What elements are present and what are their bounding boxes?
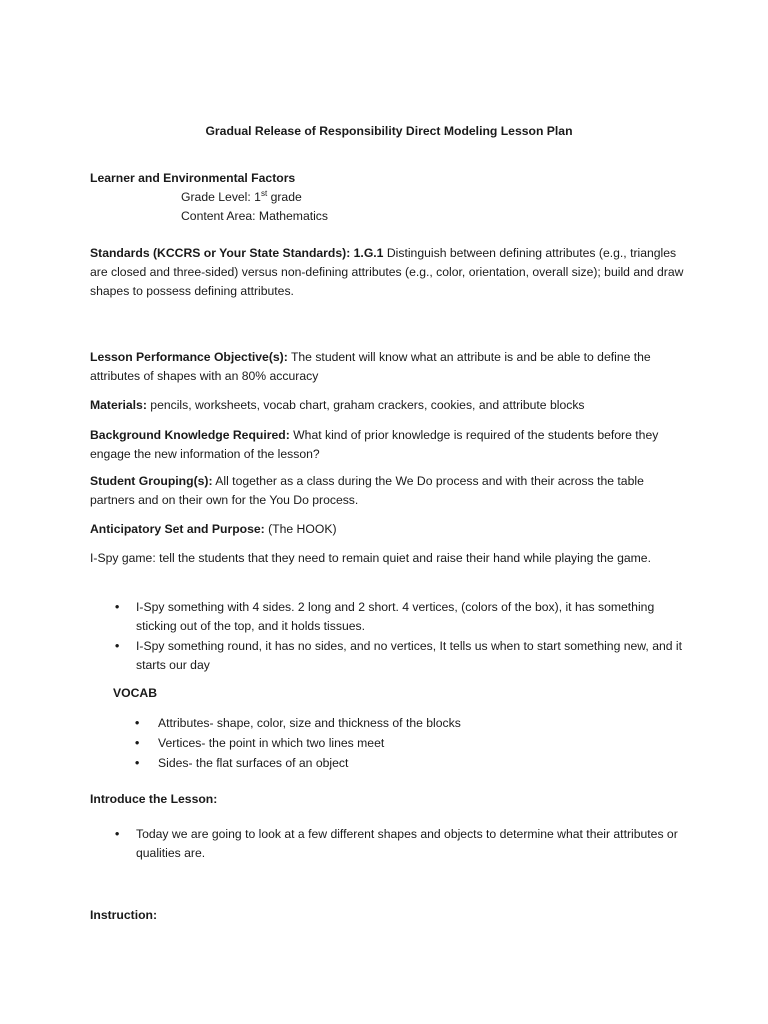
list-item-text: I-Spy something with 4 sides. 2 long and 2 short. 4 vertices, (colors of the box), it has something sticking out of the top, and it holds tissues. <box>136 600 655 633</box>
content-area-line: Content Area: Mathematics <box>181 209 328 223</box>
list-item-text: Sides- the flat surfaces of an object <box>158 756 349 770</box>
anticipatory-text: (The HOOK) <box>268 522 337 536</box>
bullet-glyph: • <box>115 600 120 614</box>
list-item <box>90 753 688 773</box>
document-page <box>90 0 688 1024</box>
bullet-glyph: • <box>115 827 120 841</box>
list-item-text: I-Spy something round, it has no sides, and no vertices, It tells us when to start something new, and it starts our day <box>136 639 683 672</box>
ispy-intro: I-Spy game: tell the students that they need to remain quiet and raise their hand while playing the game. <box>90 551 651 565</box>
objective-text: The student will know what an attribute is and be able to define the attributes of shapes with an 80% accuracy <box>90 350 651 383</box>
grouping-section <box>90 472 688 510</box>
anticipatory-label: Anticipatory Set and Purpose: <box>90 522 265 536</box>
grade-suffix: st <box>260 188 268 198</box>
vocab-heading: VOCAB <box>113 686 158 700</box>
instruction-heading: Instruction: <box>90 908 158 922</box>
introduce-bullets <box>90 825 688 863</box>
vocab-list <box>90 713 688 773</box>
document-title: Gradual Release of Responsibility Direct Modeling Lesson Plan <box>205 124 573 138</box>
objective-label: Lesson Performance Objective(s): <box>90 350 288 364</box>
background-text: What kind of prior knowledge is required of the students before they engage the new information of the lesson? <box>90 428 659 461</box>
materials-text: pencils, worksheets, vocab chart, graham crackers, cookies, and attribute blocks <box>150 398 585 412</box>
standards-text: Distinguish between defining attributes (e.g., triangles are closed and three-sided) versus non-defining attributes (e.g., color, orientation, overall size); build and draw shapes to possess defining attributes. <box>90 246 684 298</box>
background-section <box>90 426 688 464</box>
introduce-heading: Introduce the Lesson: <box>90 792 218 806</box>
learner-heading: Learner and Environmental Factors <box>90 171 296 185</box>
grade-label: Grade Level: <box>181 190 251 204</box>
list-item <box>90 637 688 675</box>
materials-section <box>90 396 688 415</box>
anticipatory-section <box>90 520 688 539</box>
learner-section <box>90 169 688 226</box>
list-item <box>90 733 688 753</box>
objective-section <box>90 348 688 386</box>
standards-section <box>90 244 688 301</box>
list-item-text: Today we are going to look at a few different shapes and objects to determine what their attributes or qualities are. <box>136 827 678 860</box>
list-item-text: Vertices- the point in which two lines meet <box>158 736 385 750</box>
list-item-text: Attributes- shape, color, size and thickness of the blocks <box>158 716 461 730</box>
grouping-label: Student Grouping(s): <box>90 474 213 488</box>
grade-rest: grade <box>270 190 302 204</box>
standards-code: 1.G.1 <box>353 246 384 260</box>
standards-label: Standards (KCCRS or Your State Standards): <box>90 246 351 260</box>
grouping-text: All together as a class during the We Do process and with their across the table partners and on their own for the You Do process. <box>90 474 644 507</box>
materials-label: Materials: <box>90 398 147 412</box>
background-label: Background Knowledge Required: <box>90 428 290 442</box>
ispy-bullets <box>90 598 688 676</box>
grade-level-line <box>90 188 688 207</box>
bullet-glyph: • <box>135 756 140 770</box>
bullet-glyph: • <box>135 716 140 730</box>
list-item <box>90 598 688 636</box>
bullet-glyph: • <box>115 639 120 653</box>
bullet-glyph: • <box>135 736 140 750</box>
list-item <box>90 825 688 863</box>
grade-number: 1 <box>254 190 261 204</box>
list-item <box>90 713 688 733</box>
